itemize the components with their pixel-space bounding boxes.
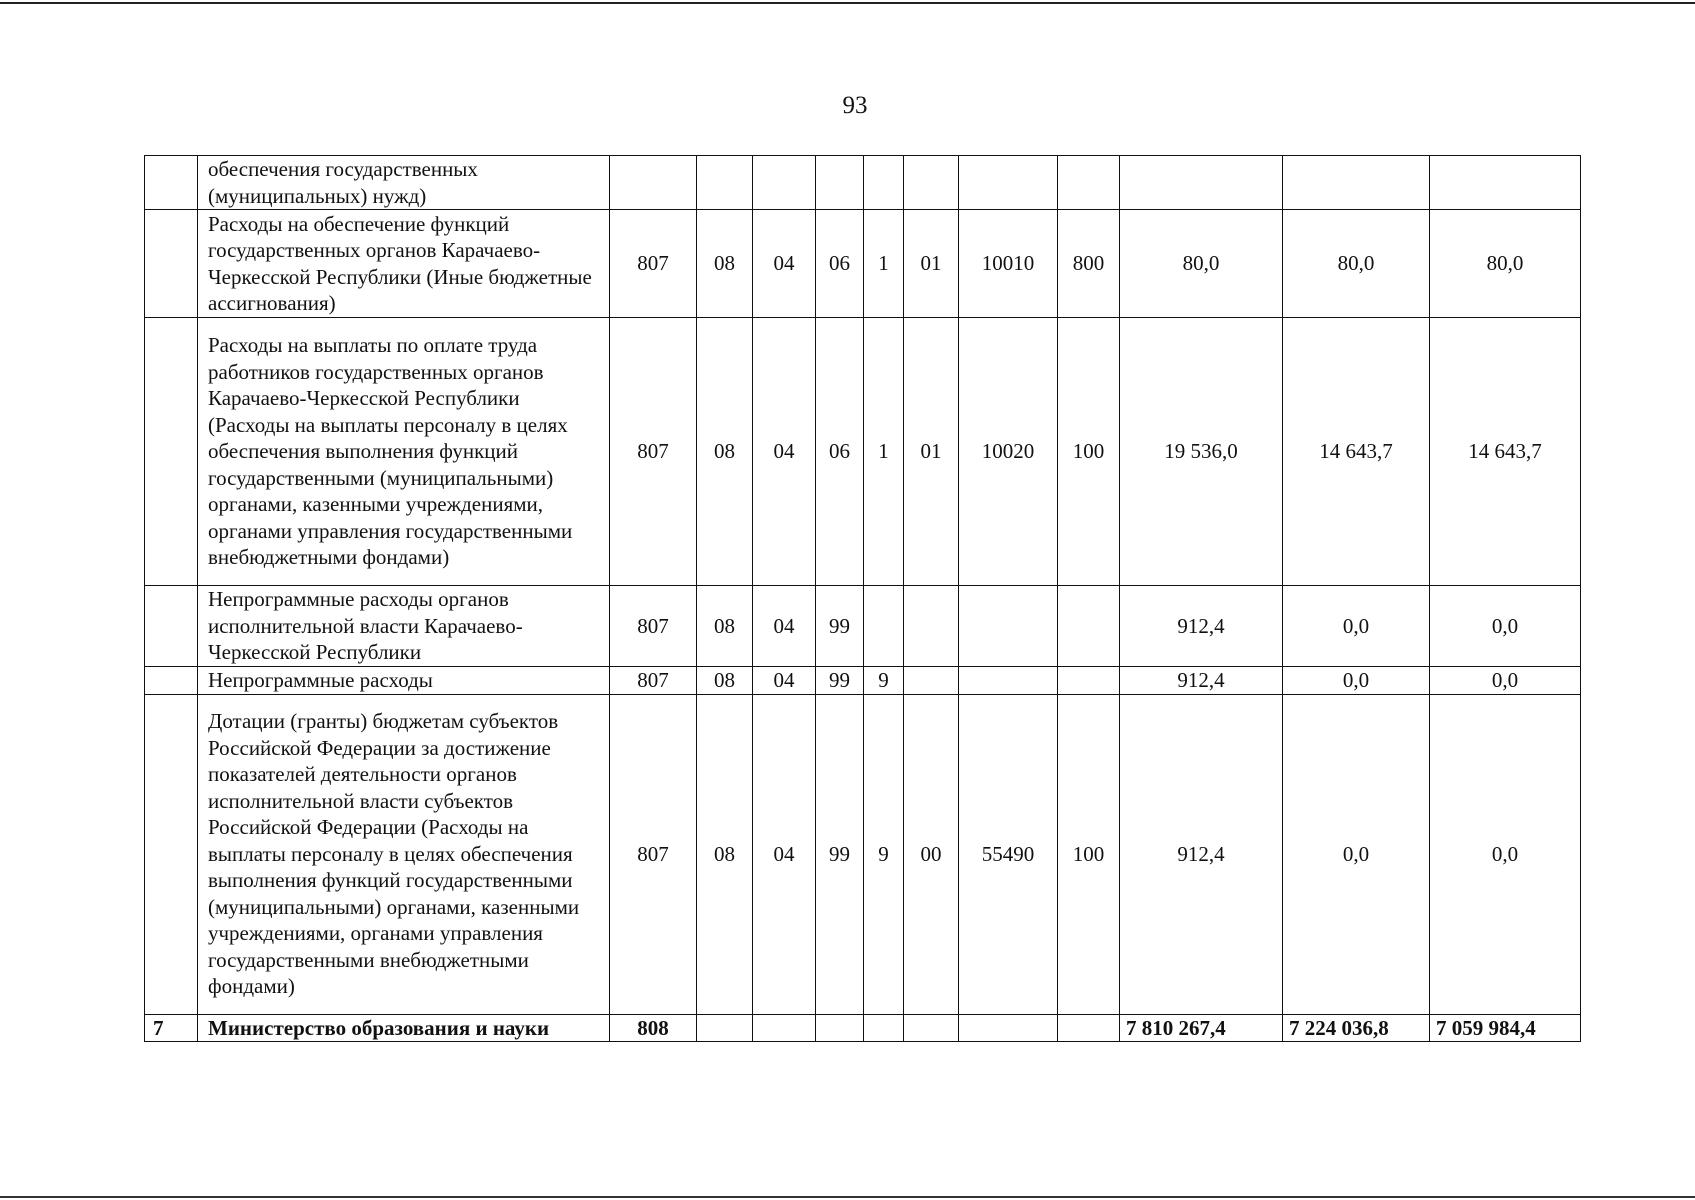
code-program: 06 [816,318,864,586]
amount-year-2: 0,0 [1283,666,1430,694]
row-index [145,666,198,694]
code-event [904,666,959,694]
code-subsection: 04 [753,586,816,667]
code-direction [959,1014,1058,1042]
code-direction [959,156,1058,210]
row-index [145,318,198,586]
table-row-ministry-total [145,1014,1581,1042]
code-subprogram: 9 [864,694,904,1014]
code-subsection: 04 [753,210,816,318]
amount-year-1: 912,4 [1120,666,1283,694]
amount-year-1: 7 810 267,4 [1120,1014,1283,1042]
code-subprogram [864,156,904,210]
code-subsection [753,1014,816,1042]
amount-year-2: 0,0 [1283,586,1430,667]
code-program: 99 [816,666,864,694]
table-row [145,694,1581,1014]
code-ministry: 807 [610,694,697,1014]
code-section [697,1014,753,1042]
amount-year-3: 80,0 [1430,210,1581,318]
row-index: 7 [145,1014,198,1042]
code-subsection: 04 [753,694,816,1014]
amount-year-1: 80,0 [1120,210,1283,318]
row-name: Министерство образования и науки [198,1014,610,1042]
scan-top-edge-line [0,2,1695,4]
code-subprogram: 1 [864,318,904,586]
code-direction: 10020 [959,318,1058,586]
table-row [145,586,1581,667]
code-subprogram: 9 [864,666,904,694]
code-subprogram [864,586,904,667]
code-event: 01 [904,318,959,586]
code-subsection [753,156,816,210]
code-subprogram [864,1014,904,1042]
code-expense-type: 100 [1058,694,1120,1014]
amount-year-3: 0,0 [1430,586,1581,667]
code-event [904,1014,959,1042]
amount-year-3: 0,0 [1430,666,1581,694]
amount-year-2: 7 224 036,8 [1283,1014,1430,1042]
row-name: Непрограммные расходы органов исполнительной власти Карачаево-Черкесской Республики [198,586,610,667]
code-direction: 10010 [959,210,1058,318]
row-name: Расходы на выплаты по оплате труда работников государственных органов Карачаево-Черкесской Республики (Расходы на выплаты персоналу в целях обеспечения выполнения функций государственными (муниципальными) органами, казенными учреждениями, органами управления государственными внебюджетными фондами) [198,318,610,586]
amount-year-1: 19 536,0 [1120,318,1283,586]
amount-year-2: 0,0 [1283,694,1430,1014]
table-row [145,210,1581,318]
budget-table [144,155,1581,1042]
amount-year-1 [1120,156,1283,210]
code-section [697,156,753,210]
amount-year-1: 912,4 [1120,694,1283,1014]
code-event [904,586,959,667]
amount-year-2 [1283,156,1430,210]
code-expense-type: 800 [1058,210,1120,318]
code-direction [959,586,1058,667]
table-row [145,156,1581,210]
code-subsection: 04 [753,666,816,694]
amount-year-1: 912,4 [1120,586,1283,667]
row-name: Дотации (гранты) бюджетам субъектов Российской Федерации за достижение показателей деятельности органов исполнительной власти субъектов Российской Федерации (Расходы на выплаты персоналу в целях обеспечения выполнения функций государственными (муниципальными) органами, казенными учреждениями, органами управления государственными внебюджетными фондами) [198,694,610,1014]
code-section: 08 [697,318,753,586]
code-ministry: 807 [610,318,697,586]
code-ministry: 808 [610,1014,697,1042]
table-row [145,666,1581,694]
code-program [816,1014,864,1042]
amount-year-3: 14 643,7 [1430,318,1581,586]
code-subsection: 04 [753,318,816,586]
code-program: 99 [816,694,864,1014]
code-section: 08 [697,666,753,694]
amount-year-2: 14 643,7 [1283,318,1430,586]
code-event: 00 [904,694,959,1014]
code-expense-type [1058,156,1120,210]
code-program: 99 [816,586,864,667]
row-name: обеспечения государственных (муниципальных) нужд) [198,156,610,210]
code-section: 08 [697,586,753,667]
row-name: Расходы на обеспечение функций государственных органов Карачаево-Черкесской Республики (Иные бюджетные ассигнования) [198,210,610,318]
code-section: 08 [697,210,753,318]
scan-bottom-edge-line [0,1196,1695,1198]
code-event [904,156,959,210]
page-number: 93 [842,92,868,119]
code-ministry [610,156,697,210]
code-direction: 55490 [959,694,1058,1014]
code-direction [959,666,1058,694]
amount-year-3: 0,0 [1430,694,1581,1014]
code-expense-type: 100 [1058,318,1120,586]
row-index [145,694,198,1014]
row-index [145,210,198,318]
code-ministry: 807 [610,210,697,318]
amount-year-2: 80,0 [1283,210,1430,318]
code-event: 01 [904,210,959,318]
row-index [145,586,198,667]
code-subprogram: 1 [864,210,904,318]
code-program: 06 [816,210,864,318]
table-row [145,318,1581,586]
code-expense-type [1058,666,1120,694]
code-expense-type [1058,586,1120,667]
row-name: Непрограммные расходы [198,666,610,694]
row-index [145,156,198,210]
code-ministry: 807 [610,666,697,694]
amount-year-3 [1430,156,1581,210]
amount-year-3: 7 059 984,4 [1430,1014,1581,1042]
code-expense-type [1058,1014,1120,1042]
code-section: 08 [697,694,753,1014]
code-program [816,156,864,210]
code-ministry: 807 [610,586,697,667]
